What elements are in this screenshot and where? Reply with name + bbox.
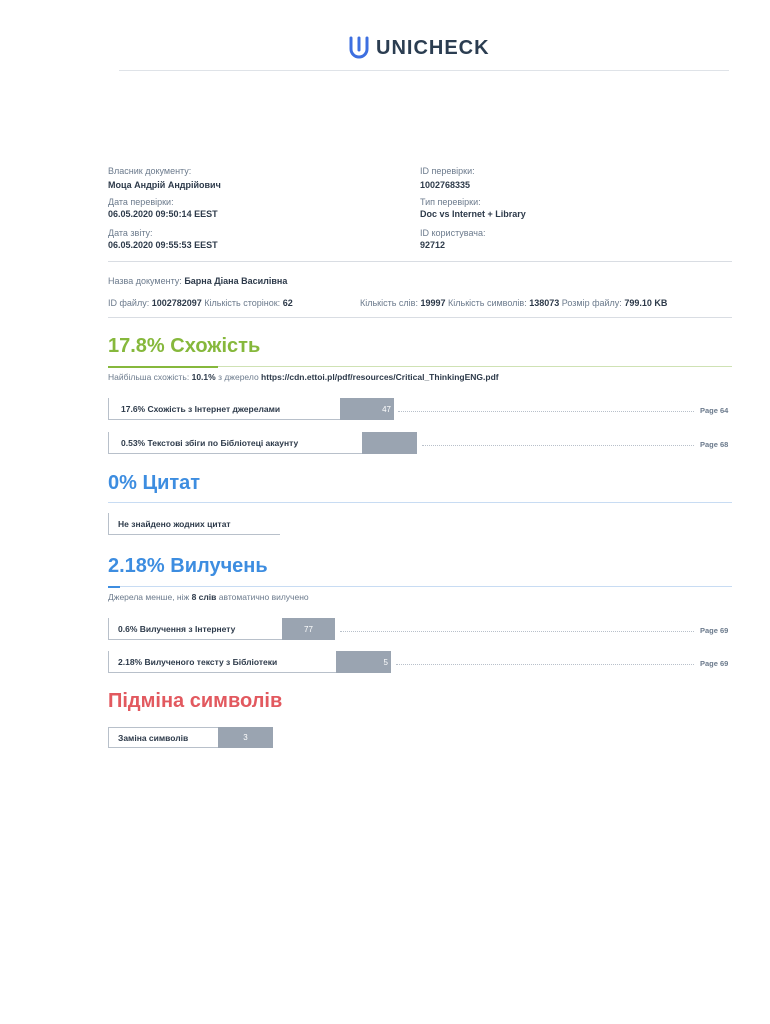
exclusions-row-internet-page: Page 69 xyxy=(700,626,729,635)
similarity-row-label: 0.53% Текстові збіги по Бібліотеці акаунту xyxy=(121,437,299,448)
chars-label: Кількість символів: xyxy=(448,298,527,308)
document-stats-left xyxy=(108,298,293,308)
exclusions-row-label: 0.6% Вилучення з Інтернету xyxy=(118,623,236,634)
doc-name-label: Назва документу: xyxy=(108,276,182,286)
similarity-row-library-bar xyxy=(362,432,417,454)
similarity-row-library[interactable] xyxy=(108,432,362,454)
brand-name: UNICHECK xyxy=(376,36,490,59)
exclusions-row-internet-bar: 77 xyxy=(282,618,335,640)
citations-title: 0% Цитат xyxy=(108,472,201,494)
top-source-label: Найбільша схожість: xyxy=(108,372,190,382)
exclusions-rule-accent xyxy=(108,586,120,588)
top-source-percent: 10.1% xyxy=(191,372,216,382)
pages-label: Кількість сторінок: xyxy=(204,298,281,308)
size-value: 799.10 KB xyxy=(624,298,668,308)
owner-label: Власник документу: xyxy=(108,166,192,176)
exclusions-row-label: 2.18% Вилученого тексту з Бібліотеки xyxy=(118,656,278,667)
exclusions-row-internet[interactable] xyxy=(108,618,282,640)
words-value: 19997 xyxy=(420,298,446,308)
user-id-value: 92712 xyxy=(420,240,446,250)
top-source-link[interactable]: https://cdn.ettoi.pl/pdf/resources/Critical_ThinkingENG.pdf xyxy=(261,372,499,382)
substitution-title: Підміна символів xyxy=(108,690,283,712)
pages-value: 62 xyxy=(282,298,293,308)
exclusions-row-library-bar: 5 xyxy=(336,651,391,673)
citations-rule xyxy=(108,502,732,503)
size-label: Розмір файлу: xyxy=(561,298,622,308)
similarity-rule-accent xyxy=(108,366,218,368)
dotted-leader xyxy=(396,663,694,665)
substitution-count-bar: 3 xyxy=(218,727,273,748)
check-id-label: ID перевірки: xyxy=(420,166,475,176)
substitution-row xyxy=(108,727,218,748)
similarity-row-internet[interactable] xyxy=(108,398,340,420)
header-divider xyxy=(119,70,729,71)
dotted-leader xyxy=(340,630,694,632)
dotted-leader xyxy=(422,444,694,446)
similarity-row-internet-page: Page 64 xyxy=(700,406,729,415)
exclusions-rule xyxy=(108,586,732,587)
document-stats-right xyxy=(360,298,667,308)
exclusions-subtitle-bold: 8 слів xyxy=(191,592,217,602)
dotted-leader xyxy=(398,410,694,412)
report-date-value: 06.05.2020 09:55:53 EEST xyxy=(108,240,218,250)
check-date-label: Дата перевірки: xyxy=(108,197,174,207)
exclusions-row-library-page: Page 69 xyxy=(700,659,729,668)
doc-name-value: Барна Діана Василівна xyxy=(184,276,288,286)
similarity-row-internet-bar: 47 xyxy=(340,398,394,420)
exclusions-row-library[interactable] xyxy=(108,651,336,673)
check-type-value: Doc vs Internet + Library xyxy=(420,209,526,219)
similarity-row-label: 17.6% Схожість з Інтернет джерелами xyxy=(121,403,281,414)
check-type-label: Тип перевірки: xyxy=(420,197,481,207)
chars-value: 138073 xyxy=(529,298,560,308)
unicheck-logo xyxy=(348,34,490,62)
top-source-line xyxy=(108,372,499,382)
check-id-value: 1002768335 xyxy=(420,180,471,190)
top-source-mid: з джерело xyxy=(218,372,259,382)
words-label: Кількість слів: xyxy=(360,298,418,308)
similarity-row-library-page: Page 68 xyxy=(700,440,729,449)
unicheck-u-icon xyxy=(348,36,370,60)
file-id-value: 1002782097 xyxy=(151,298,202,308)
doc-divider xyxy=(108,317,732,318)
meta-divider xyxy=(108,261,732,262)
user-id-label: ID користувача: xyxy=(420,228,486,238)
owner-value: Моца Андрій Андрійович xyxy=(108,180,221,190)
citations-empty-row xyxy=(108,513,280,535)
file-id-label: ID файлу: xyxy=(108,298,150,308)
exclusions-subtitle-pre: Джерела менше, ніж xyxy=(108,592,190,602)
exclusions-subtitle xyxy=(108,592,309,602)
citations-empty-label: Не знайдено жодних цитат xyxy=(118,518,231,529)
substitution-label: Заміна символів xyxy=(118,732,189,743)
similarity-title: 17.8% Схожість xyxy=(108,335,261,357)
report-date-label: Дата звіту: xyxy=(108,228,153,238)
document-name-line xyxy=(108,276,287,286)
check-date-value: 06.05.2020 09:50:14 EEST xyxy=(108,209,218,219)
exclusions-title: 2.18% Вилучень xyxy=(108,555,268,577)
exclusions-subtitle-post: автоматично вилучено xyxy=(218,592,309,602)
